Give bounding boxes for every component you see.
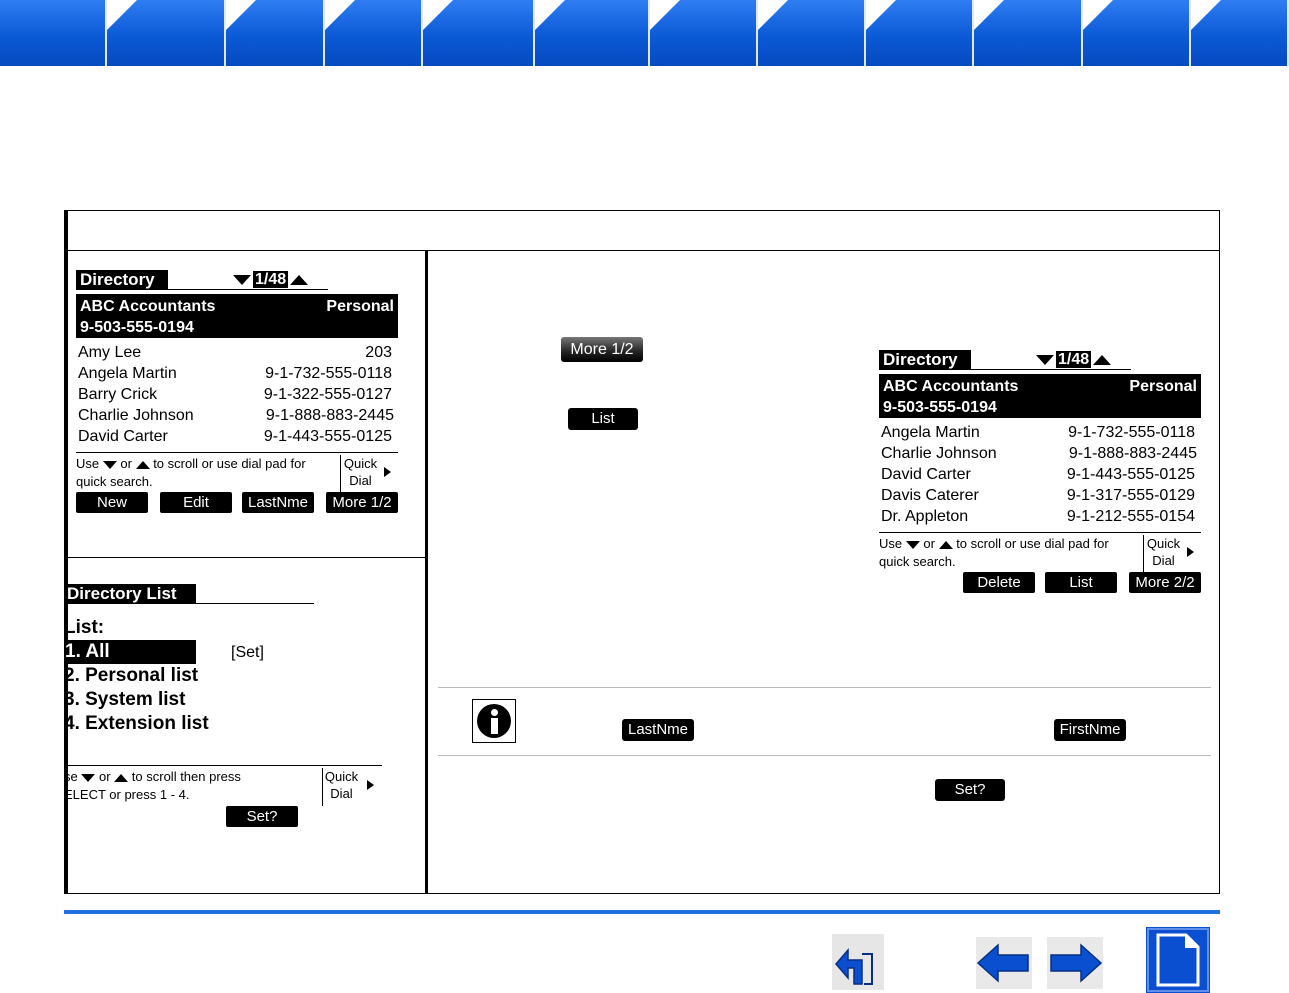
next-page-icon[interactable] xyxy=(1047,937,1103,989)
more-key-chip: More 1/2 xyxy=(561,337,643,362)
table-header-row xyxy=(68,211,1219,251)
nav-tab[interactable] xyxy=(423,0,535,66)
dial-label: Dial xyxy=(330,786,353,801)
list-option-system[interactable]: 3. System list xyxy=(64,689,186,710)
scroll-hint xyxy=(64,768,322,804)
list-item xyxy=(78,405,394,426)
list-option-extension[interactable]: 4. Extension list xyxy=(64,713,209,734)
item-number: 9-1-322-555-0127 xyxy=(263,386,392,403)
item-name: Davis Caterer xyxy=(881,487,979,504)
set-softkey[interactable]: Set? xyxy=(226,806,298,827)
item-number: 9-1-732-555-0118 xyxy=(265,365,392,382)
entry-type: Personal xyxy=(1129,378,1197,395)
down-arrow-icon xyxy=(103,461,117,469)
nav-tab[interactable] xyxy=(325,0,423,66)
quick-dial xyxy=(322,768,360,806)
set-tag: [Set] xyxy=(231,644,264,661)
lastname-softkey[interactable]: LastNme xyxy=(242,492,314,513)
entry-type: Personal xyxy=(326,298,394,315)
hint-divider xyxy=(76,452,398,453)
scroll-hint xyxy=(879,535,1143,571)
scroll-down-icon xyxy=(233,275,251,285)
nav-tab[interactable] xyxy=(226,0,325,66)
title-underline xyxy=(196,603,314,604)
quick-label: Quick xyxy=(324,769,359,784)
list-item xyxy=(881,485,1195,506)
more-softkey[interactable]: More 1/2 xyxy=(326,492,398,513)
page-indicator xyxy=(1036,350,1111,370)
nav-tab[interactable] xyxy=(974,0,1083,66)
item-name: Angela Martin xyxy=(881,424,980,441)
directory-list-screen xyxy=(64,584,384,832)
entry-name: ABC Accountants xyxy=(80,298,216,315)
nav-tab[interactable] xyxy=(107,0,226,66)
hint-divider xyxy=(879,532,1201,533)
item-name: David Carter xyxy=(78,428,168,445)
selected-entry xyxy=(76,294,398,338)
hint-divider xyxy=(64,765,382,766)
item-number: 9-1-888-883-2445 xyxy=(1068,445,1197,462)
item-number: 203 xyxy=(365,344,392,361)
right-arrow-icon xyxy=(367,780,374,790)
hint-text: or xyxy=(120,456,132,471)
right-arrow-icon xyxy=(384,467,391,477)
quick-dial xyxy=(340,455,380,493)
set-key-chip: Set? xyxy=(935,779,1005,801)
list-option-personal[interactable]: 2. Personal list xyxy=(64,665,199,686)
screen-title: Directory List xyxy=(64,584,196,604)
firstname-key-chip: FirstNme xyxy=(1054,719,1126,741)
list-item xyxy=(78,384,392,405)
lastname-key-chip: LastNme xyxy=(622,719,694,741)
right-arrow-icon xyxy=(1187,547,1194,557)
hint-text: quick search. xyxy=(76,474,153,489)
hint-text: Use xyxy=(76,456,100,471)
item-number: 9-1-443-555-0125 xyxy=(263,428,392,445)
quick-label: Quick xyxy=(343,456,378,471)
hint-text: Use xyxy=(879,536,903,551)
item-name: Angela Martin xyxy=(78,365,177,382)
hint-text: or xyxy=(98,769,111,784)
left-cell-divider xyxy=(68,557,425,558)
page-indicator xyxy=(233,270,308,290)
list-item xyxy=(881,464,1195,485)
edit-softkey[interactable]: Edit xyxy=(160,492,232,513)
item-name: David Carter xyxy=(881,466,971,483)
nav-tab[interactable] xyxy=(535,0,650,66)
scroll-down-icon xyxy=(1036,355,1054,365)
entry-number: 9-503-555-0194 xyxy=(883,399,997,416)
dial-label: Dial xyxy=(349,473,372,488)
hint-text: to scroll then press xyxy=(131,769,241,784)
note-bottom-divider xyxy=(438,755,1211,756)
list-item xyxy=(881,422,1195,443)
nav-tab[interactable] xyxy=(650,0,758,66)
document-icon[interactable] xyxy=(1146,927,1210,993)
hint-text: or xyxy=(923,536,935,551)
more-softkey[interactable]: More 2/2 xyxy=(1129,572,1201,593)
item-number: 9-1-212-555-0154 xyxy=(1066,508,1195,525)
item-name: Dr. Appleton xyxy=(881,508,969,525)
hint-text: se xyxy=(64,769,78,784)
delete-softkey[interactable]: Delete xyxy=(963,572,1035,593)
nav-tab[interactable] xyxy=(1083,0,1191,66)
hint-text: to scroll or use dial pad for xyxy=(956,536,1109,551)
item-name: Amy Lee xyxy=(78,344,142,361)
list-item xyxy=(881,506,1195,527)
nav-tab[interactable] xyxy=(866,0,974,66)
scroll-up-icon xyxy=(1093,355,1111,365)
selected-entry xyxy=(879,374,1201,418)
footer-rule xyxy=(64,910,1220,914)
item-name: Charlie Johnson xyxy=(78,407,194,424)
item-number: 9-1-888-883-2445 xyxy=(265,407,394,424)
hint-text: ELECT or press 1 - 4. xyxy=(64,787,190,802)
hint-text: quick search. xyxy=(879,554,956,569)
previous-page-icon[interactable] xyxy=(976,937,1032,989)
up-arrow-icon xyxy=(136,461,150,469)
entry-name: ABC Accountants xyxy=(883,378,1019,395)
up-arrow-icon xyxy=(114,774,128,782)
info-icon xyxy=(472,699,516,743)
screen-title: Directory xyxy=(879,350,971,370)
scroll-hint xyxy=(76,455,340,491)
dial-label: Dial xyxy=(1152,553,1175,568)
entry-number: 9-503-555-0194 xyxy=(80,319,194,336)
item-name: Barry Crick xyxy=(78,386,158,403)
list-item xyxy=(78,426,392,447)
nav-tab[interactable] xyxy=(758,0,866,66)
list-item xyxy=(78,342,392,363)
note-top-divider xyxy=(438,687,1211,688)
list-option-all[interactable]: 1. All xyxy=(64,640,196,664)
page-number: 1/48 xyxy=(255,271,287,288)
list-item xyxy=(78,363,392,384)
list-item xyxy=(881,443,1197,464)
item-number: 9-1-317-555-0129 xyxy=(1066,487,1195,504)
item-number: 9-1-732-555-0118 xyxy=(1068,424,1195,441)
directory-screen-1 xyxy=(76,270,400,515)
item-number: 9-1-443-555-0125 xyxy=(1066,466,1195,483)
nav-tab[interactable] xyxy=(1191,0,1289,66)
down-arrow-icon xyxy=(906,541,920,549)
scroll-up-icon xyxy=(290,275,308,285)
directory-screen-2 xyxy=(879,350,1203,595)
screen-title: Directory xyxy=(76,270,168,290)
down-arrow-icon xyxy=(81,774,95,782)
nav-tab[interactable] xyxy=(0,0,107,66)
quick-dial xyxy=(1143,535,1183,573)
page-number: 1/48 xyxy=(1058,351,1090,368)
top-tab-bar xyxy=(0,0,1289,66)
list-softkey[interactable]: List xyxy=(1045,572,1117,593)
item-name: Charlie Johnson xyxy=(881,445,997,462)
column-divider xyxy=(425,251,428,893)
quick-label: Quick xyxy=(1146,536,1181,551)
list-label: List: xyxy=(64,617,105,638)
back-icon[interactable] xyxy=(832,934,884,990)
list-key-chip: List xyxy=(568,408,638,430)
hint-text: to scroll or use dial pad for xyxy=(153,456,306,471)
up-arrow-icon xyxy=(939,541,953,549)
new-softkey[interactable]: New xyxy=(76,492,148,513)
